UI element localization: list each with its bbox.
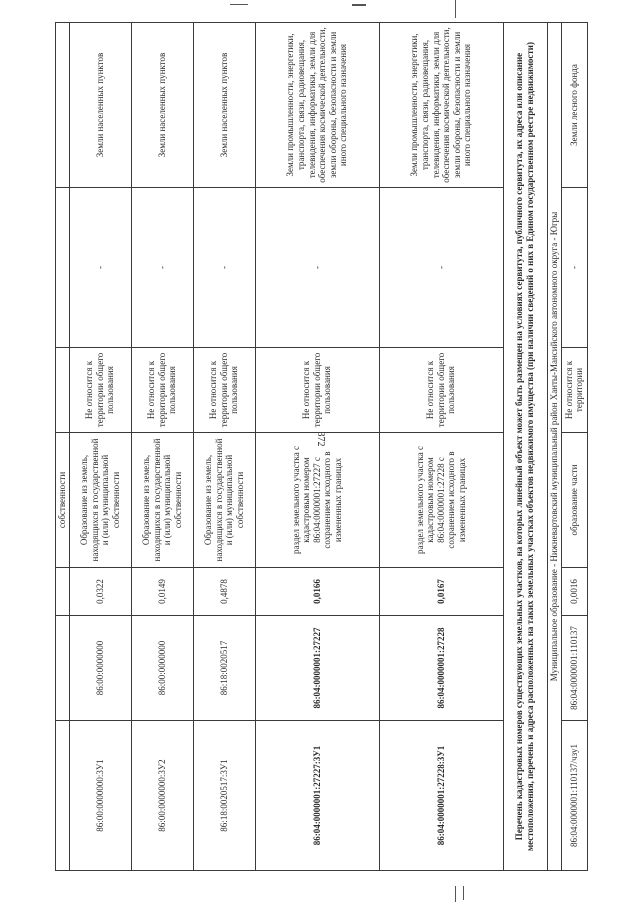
scan-mark-top-right <box>455 0 456 18</box>
table-row <box>56 23 70 871</box>
municipality-row <box>547 23 561 871</box>
table-row <box>131 23 193 871</box>
area-cell: 0,0167 <box>379 568 503 616</box>
cadastral-number-cell: 86:00:0000000:3У1 <box>69 721 131 871</box>
formation-method-cell: собственности <box>56 433 70 568</box>
area-cell <box>56 568 70 616</box>
cadastral-number-cell: 86:18:0020517:3У1 <box>193 721 255 871</box>
area-cell: 0,0166 <box>255 568 379 616</box>
parent-plot-cell: 86:04:0000001:27227 <box>255 616 379 721</box>
municipality-label: Муниципальное образование - Нижневартовский муниципальный район Ханты-Мансийского автономного округа - Югры <box>547 23 561 871</box>
cadastral-number-cell: 86:04:0000001:27227:3У1 <box>255 721 379 871</box>
public-use-cell: Не относится к территории общего пользования <box>379 348 503 433</box>
parent-plot-cell: 86:04:0000001:110137 <box>561 616 587 721</box>
parent-plot-cell: 86:04:0000001:27228 <box>379 616 503 721</box>
table-row <box>193 23 255 871</box>
parent-plot-cell <box>56 616 70 721</box>
public-use-cell: Не относится к территории <box>561 348 587 433</box>
parent-plot-cell: 86:00:0000000 <box>69 616 131 721</box>
table-row <box>255 23 379 871</box>
scan-mark-bottom-right <box>463 886 464 900</box>
area-cell: 0,0149 <box>131 568 193 616</box>
cadastral-number-cell: 86:04:0000001:27228:3У1 <box>379 721 503 871</box>
scan-mark-bottom-left <box>455 886 456 902</box>
land-category-cell: Земли промышленности, энергетики, транспорта, связи, радиовещания, телевидения, информатики, земли для обеспечения космической деятельности, земли обороны, безопасности и земли иного специального назначения <box>255 23 379 188</box>
table-row-partial <box>561 23 587 871</box>
cadastral-number-cell <box>56 721 70 871</box>
land-plots-table <box>55 22 588 871</box>
formation-method-cell: раздел земельного участка с кадастровым номером 86:04:0000001:27227 с сохранением исходного в измененных границах <box>255 433 379 568</box>
formation-method-cell: Образование из земель, находящихся в государственной и (или) муниципальной собственности <box>131 433 193 568</box>
land-category-cell: Земли населенных пунктов <box>131 23 193 188</box>
area-cell: 0,0322 <box>69 568 131 616</box>
page-number: 372 <box>315 431 326 447</box>
section-heading-row <box>503 23 547 871</box>
formation-method-cell: Образование из земель, находящихся в государственной и (или) муниципальной собственности <box>69 433 131 568</box>
formation-method-cell: Образование из земель, находящихся в государственной и (или) муниципальной собственности <box>193 433 255 568</box>
scan-mark-top-middle <box>352 4 366 6</box>
encumbrance-cell: - <box>561 188 587 348</box>
public-use-cell: Не относится к территории общего пользования <box>193 348 255 433</box>
encumbrance-cell: - <box>131 188 193 348</box>
land-category-cell: Земли населенных пунктов <box>193 23 255 188</box>
public-use-cell: Не относится к территории общего пользования <box>131 348 193 433</box>
land-category-cell <box>56 23 70 188</box>
encumbrance-cell: - <box>379 188 503 348</box>
land-category-cell: Земли лесного фонда <box>561 23 587 188</box>
formation-method-cell: образование части <box>561 433 587 568</box>
public-use-cell: Не относится к территории общего пользования <box>255 348 379 433</box>
public-use-cell <box>56 348 70 433</box>
table-row <box>69 23 131 871</box>
parent-plot-cell: 86:18:0020517 <box>193 616 255 721</box>
parent-plot-cell: 86:00:0000000 <box>131 616 193 721</box>
section-heading: Перечень кадастровых номеров существующих земельных участков, на которых линейный объект может быть размещен на условиях сервитута, публичного сервитута, их адреса или описание местоположения, перечень и адреса расположенных на таких земельных участках объектов недвижимого имущества (при наличии сведений о них в Едином государственном реестре недвижимости) <box>503 23 547 871</box>
encumbrance-cell <box>56 188 70 348</box>
area-cell: 0,4878 <box>193 568 255 616</box>
table-row <box>379 23 503 871</box>
area-cell: 0,0016 <box>561 568 587 616</box>
scan-mark-top-left <box>230 4 248 5</box>
encumbrance-cell: - <box>193 188 255 348</box>
cadastral-number-cell: 86:04:0000001:110137/чзу1 <box>561 721 587 871</box>
encumbrance-cell: - <box>255 188 379 348</box>
rotated-table-container <box>55 23 595 871</box>
land-category-cell: Земли населенных пунктов <box>69 23 131 188</box>
formation-method-cell: раздел земельного участка с кадастровым номером 86:04:0000001:27228 с сохранением исходного в измененных границах <box>379 433 503 568</box>
public-use-cell: Не относится к территории общего пользования <box>69 348 131 433</box>
encumbrance-cell: - <box>69 188 131 348</box>
cadastral-number-cell: 86:00:0000000:3У2 <box>131 721 193 871</box>
table-body <box>56 23 588 871</box>
land-category-cell: Земли промышленности, энергетики, транспорта, связи, радиовещания, телевидения, информатики, земли для обеспечения космической деятельности, земли обороны, безопасности и земли иного специального назначения <box>379 23 503 188</box>
